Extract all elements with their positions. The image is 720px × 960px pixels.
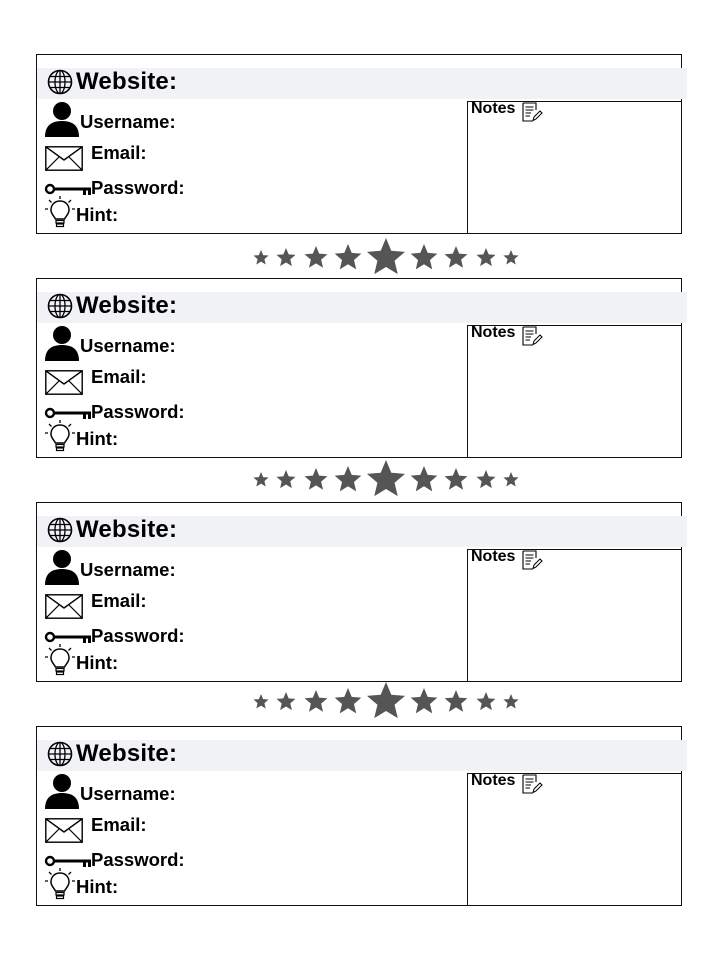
star-icon — [253, 472, 269, 488]
key-icon — [45, 182, 93, 196]
star-icon — [444, 690, 468, 714]
password-card — [36, 502, 682, 682]
password-card — [36, 54, 682, 234]
star-icon — [444, 246, 468, 270]
star-icon — [366, 460, 406, 500]
password-card — [36, 726, 682, 906]
username-label: Username: — [80, 783, 176, 804]
lightbulb-icon — [45, 644, 75, 678]
notes-box[interactable] — [467, 101, 682, 233]
star-divider — [240, 458, 530, 502]
key-icon — [45, 406, 93, 420]
star-icon — [276, 470, 296, 490]
star-divider — [240, 680, 530, 724]
website-label: Website: — [76, 516, 178, 543]
globe-icon — [47, 741, 73, 767]
star-icon — [410, 688, 438, 716]
notes-label: Notes — [471, 324, 516, 341]
website-label: Website: — [76, 68, 178, 95]
lightbulb-icon — [45, 868, 75, 902]
user-icon — [44, 101, 80, 137]
star-icon — [253, 694, 269, 710]
star-icon — [253, 250, 269, 266]
email-label: Email: — [91, 590, 147, 611]
envelope-icon — [45, 594, 83, 619]
email-label: Email: — [91, 142, 147, 163]
notes-box[interactable] — [467, 549, 682, 681]
star-icon — [410, 466, 438, 494]
key-icon — [45, 854, 93, 868]
star-icon — [366, 682, 406, 722]
star-icon — [334, 466, 362, 494]
password-label: Password: — [91, 177, 185, 198]
star-icon — [334, 688, 362, 716]
hint-label: Hint: — [76, 876, 119, 897]
key-icon — [45, 630, 93, 644]
star-icon — [503, 472, 519, 488]
email-label: Email: — [91, 814, 147, 835]
lightbulb-icon — [45, 196, 75, 230]
star-icon — [304, 690, 328, 714]
star-icon — [276, 692, 296, 712]
star-divider — [240, 236, 530, 280]
star-icon — [304, 468, 328, 492]
notepad-icon — [522, 550, 542, 570]
star-icon — [304, 246, 328, 270]
notes-label: Notes — [471, 548, 516, 565]
username-label: Username: — [80, 111, 176, 132]
star-icon — [503, 250, 519, 266]
password-label: Password: — [91, 849, 185, 870]
star-icon — [503, 694, 519, 710]
user-icon — [44, 549, 80, 585]
notes-label: Notes — [471, 772, 516, 789]
star-icon — [476, 248, 496, 268]
hint-label: Hint: — [76, 428, 119, 449]
website-label: Website: — [76, 740, 178, 767]
hint-label: Hint: — [76, 204, 119, 225]
globe-icon — [47, 293, 73, 319]
password-label: Password: — [91, 625, 185, 646]
globe-icon — [47, 69, 73, 95]
star-icon — [334, 244, 362, 272]
star-icon — [476, 692, 496, 712]
email-label: Email: — [91, 366, 147, 387]
envelope-icon — [45, 146, 83, 171]
star-icon — [410, 244, 438, 272]
envelope-icon — [45, 370, 83, 395]
notepad-icon — [522, 102, 542, 122]
star-icon — [276, 248, 296, 268]
notes-label: Notes — [471, 100, 516, 117]
star-icon — [366, 238, 406, 278]
hint-label: Hint: — [76, 652, 119, 673]
notepad-icon — [522, 326, 542, 346]
website-label: Website: — [76, 292, 178, 319]
username-label: Username: — [80, 335, 176, 356]
globe-icon — [47, 517, 73, 543]
star-icon — [476, 470, 496, 490]
user-icon — [44, 773, 80, 809]
username-label: Username: — [80, 559, 176, 580]
notes-box[interactable] — [467, 325, 682, 457]
envelope-icon — [45, 818, 83, 843]
user-icon — [44, 325, 80, 361]
notes-box[interactable] — [467, 773, 682, 905]
star-icon — [444, 468, 468, 492]
password-label: Password: — [91, 401, 185, 422]
password-card — [36, 278, 682, 458]
lightbulb-icon — [45, 420, 75, 454]
notepad-icon — [522, 774, 542, 794]
